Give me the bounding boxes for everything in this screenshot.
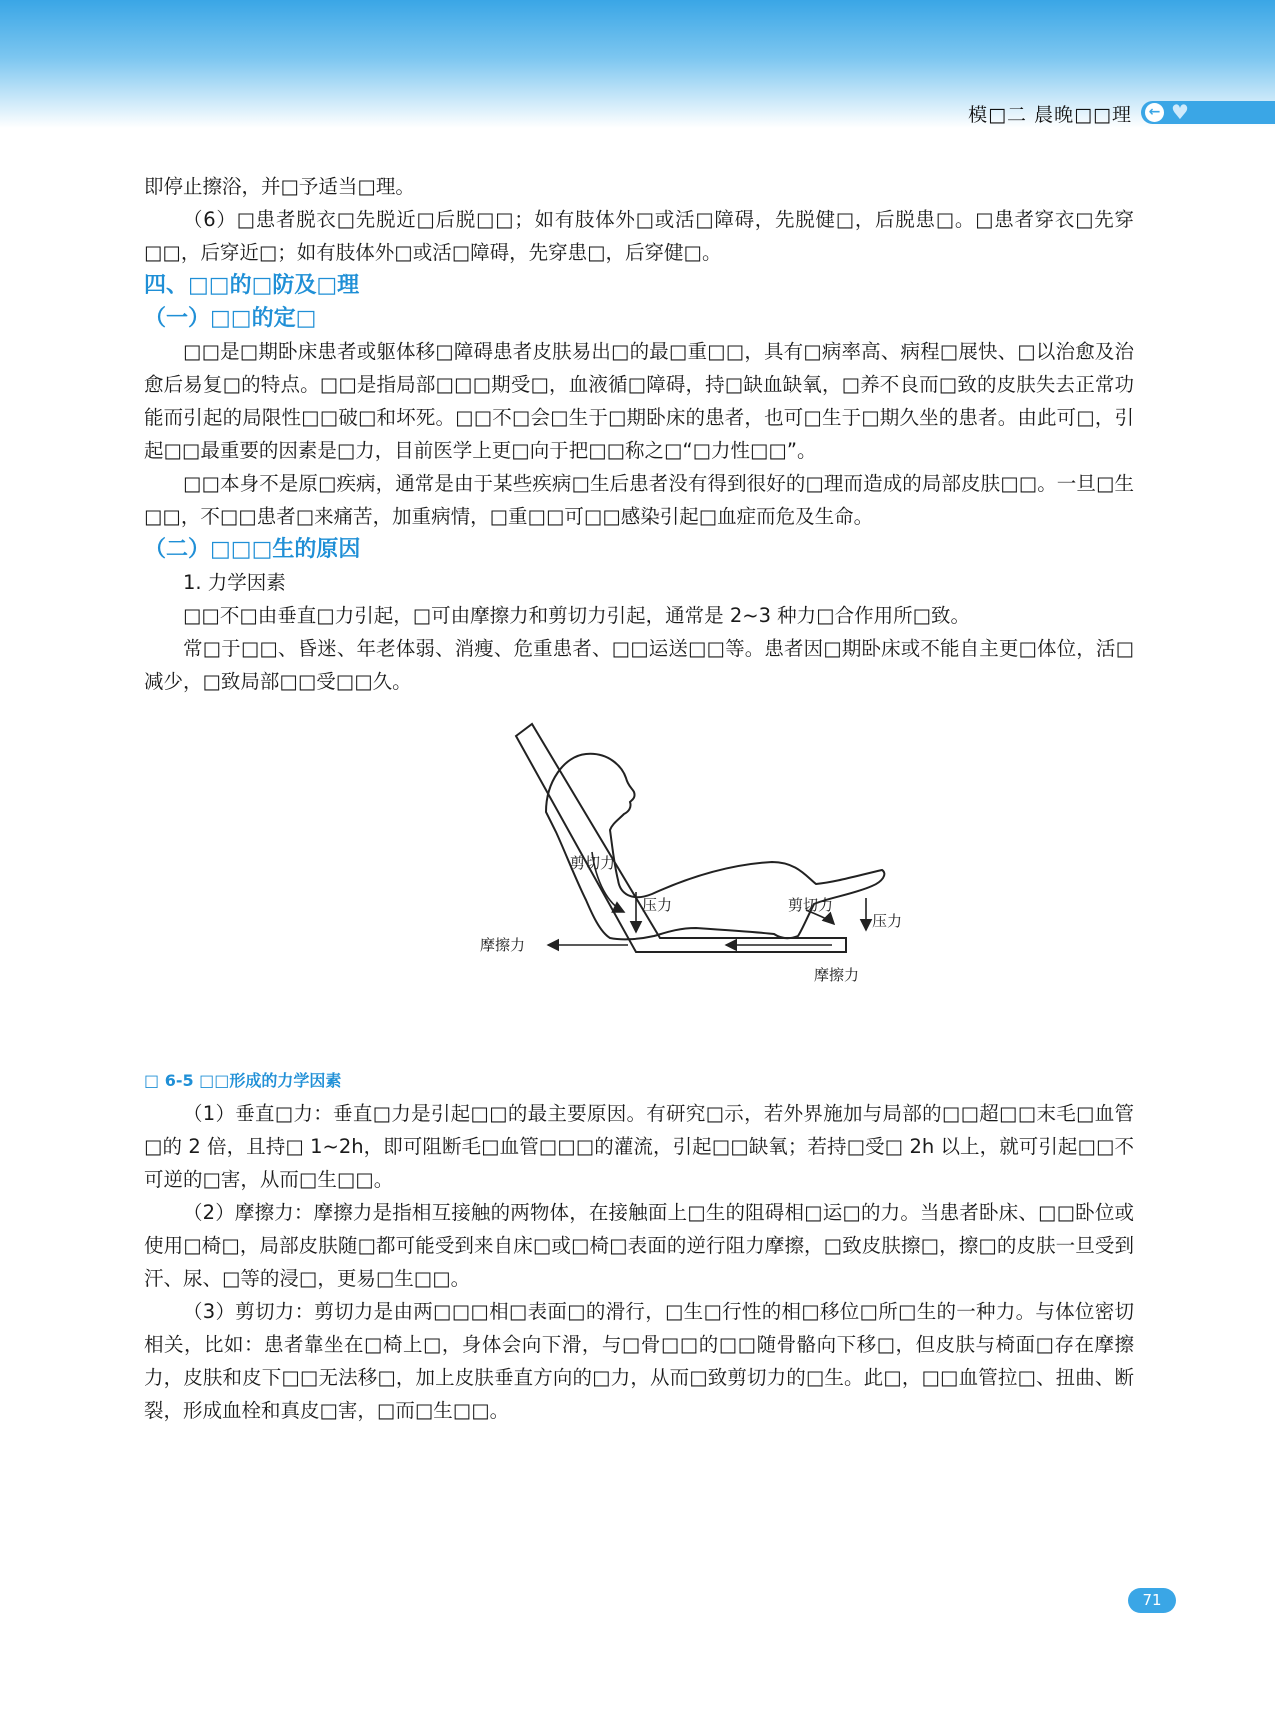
label-friction-left: 摩擦力 (480, 936, 526, 954)
figure-pressure-forces (144, 714, 1134, 1064)
item-heading: 1. 力学因素 (183, 571, 286, 594)
section-heading: 四、□□的□防及□理 (144, 273, 360, 298)
heart-icon: ♥ (1171, 100, 1189, 124)
figure-caption: □ 6-5 □□形成的力学因素 (144, 1071, 342, 1090)
subsection-heading: （一）□□的定□ (144, 306, 317, 331)
paragraph: （3）剪切力：剪切力是由两□□□相□表面□的滑行，□生□行性的相□移位□所□生的一种力。与体位密切相关，比如：患者靠坐在□椅上□，身体会向下滑，与□骨□□的□□随骨骼向下移□，但皮肤与椅面□存在摩擦力，皮肤和皮下□□无法移□，加上皮肤垂直方向的□力，从而□致剪切力的□生。此□，□□血管拉□、扭曲、断裂，形成血栓和真皮□害，□而□生□□。 (144, 1300, 1134, 1422)
paragraph: 常□于□□、昏迷、年老体弱、消瘦、危重患者、□□运送□□等。患者因□期卧床或不能自主更□体位，活□减少，□致局部□□受□□久。 (144, 637, 1134, 693)
running-title: 模□二 晨晚□□理 (968, 104, 1132, 126)
paragraph: （2）摩擦力：摩擦力是指相互接触的两物体，在接触面上□生的阻碍相□运□的力。当患者卧床、□□卧位或使用□椅□，局部皮肤随□都可能受到来自床□或□椅□表面的逆行阻力摩擦，□致皮肤擦□，擦□的皮肤一旦受到汗、尿、□等的浸□，更易□生□□。 (144, 1201, 1134, 1290)
page-number: 71 (1128, 1588, 1176, 1613)
label-pressure-heel: 压力 (872, 912, 903, 930)
label-friction-bottom: 摩擦力 (814, 966, 860, 984)
label-shear-back: 剪切力 (570, 854, 616, 872)
paragraph: （6）□患者脱衣□先脱近□后脱□□；如有肢体外□或活□障碍，先脱健□，后脱患□。□患者穿衣□先穿□□，后穿近□；如有肢体外□或活□障碍，先穿患□，后穿健□。 (144, 208, 1134, 264)
paragraph: □□本身不是原□疾病，通常是由于某些疾病□生后患者没有得到很好的□理而造成的局部皮肤□□。一旦□生□□，不□□患者□来痛苦，加重病情，□重□□可□□感染引起□血症而危及生命。 (144, 472, 1134, 528)
label-pressure-hip: 压力 (642, 896, 673, 914)
back-arrow-icon: ← (1145, 103, 1164, 122)
paragraph: □□是□期卧床患者或躯体移□障碍患者皮肤易出□的最□重□□，具有□病率高、病程□展快、□以治愈及治愈后易复□的特点。□□是指局部□□□期受□，血液循□障碍，持□缺血缺氧，□养不良而□致的皮肤失去正常功能而引起的局限性□□破□和坏死。□□不□会□生于□期卧床的患者，也可□生于□期久坐的患者。由此可□，引起□□最重要的因素是□力，目前医学上更□向于把□□称之□“□力性□□”。 (144, 340, 1134, 462)
paragraph: □□不□由垂直□力引起，□可由摩擦力和剪切力引起，通常是 2~3 种力□合作用所□致。 (183, 604, 971, 627)
paragraph: 即停止擦浴，并□予适当□理。 (144, 175, 415, 198)
label-shear-leg: 剪切力 (788, 896, 834, 914)
figure-illustration (396, 714, 936, 1054)
header-tab (1141, 101, 1275, 124)
page-body (144, 170, 1134, 1427)
bed-frame (516, 724, 846, 952)
paragraph: （1）垂直□力：垂直□力是引起□□的最主要原因。有研究□示，若外界施加与局部的□□超□□末毛□血管□的 2 倍，且持□ 1~2h，即可阻断毛□血管□□□的灌流，引起□□缺氧；若持□受□ 2h 以上，就可引起□□不可逆的□害，从而□生□□。 (144, 1102, 1134, 1191)
subsection-heading: （二）□□□生的原因 (144, 537, 361, 562)
